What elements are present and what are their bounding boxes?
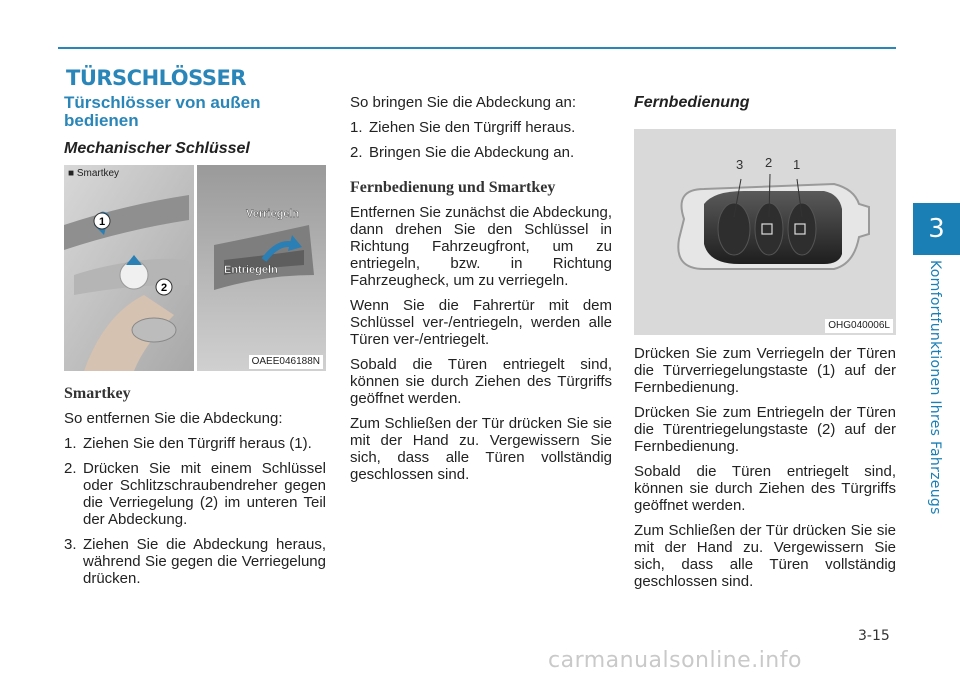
column-3	[634, 94, 896, 598]
callout-2: 2	[161, 282, 168, 294]
column-2	[350, 94, 612, 491]
paragraph: Zum Schließen der Tür drücken Sie sie mit der Hand zu. Vergewissern Sie sich, dass alle Türen vollständig geschlossen sind.	[634, 522, 896, 590]
smartkey-tag: ■ Smartkey	[68, 168, 120, 179]
door-handle-figure	[64, 165, 326, 371]
label-verriegeln: Verriegeln	[246, 208, 300, 220]
list-item: 3. Ziehen Sie die Abdeckung heraus, während Sie gegen die Verriegelung drücken.	[64, 536, 326, 587]
paragraph: Drücken Sie zum Verriegeln der Türen die Türverriegelungstaste (1) auf der Fernbedienung.	[634, 345, 896, 396]
list-item: 1. Ziehen Sie den Türgriff heraus (1).	[64, 435, 312, 452]
paragraph: Zum Schließen der Tür drücken Sie sie mit der Hand zu. Vergewissern Sie sich, dass alle Türen vollständig geschlossen sind.	[350, 415, 612, 483]
paragraph: Wenn Sie die Fahrertür mit dem Schlüssel ver-/entriegeln, werden alle Türen ver-/entriegelt.	[350, 297, 612, 348]
remote-key-illustration	[634, 129, 896, 335]
callout-3: 3	[736, 157, 744, 172]
label-entriegeln: Entriegeln	[224, 264, 278, 276]
col2-heading: Fernbedienung und Smartkey	[350, 179, 556, 196]
col1-intro: So entfernen Sie die Abdeckung:	[64, 410, 283, 427]
door-handle-illustration	[64, 165, 326, 371]
paragraph: Sobald die Türen entriegelt sind, können sie durch Ziehen des Türgriffs geöffnet werden.	[634, 463, 896, 514]
col2-intro: So bringen Sie die Abdeckung an:	[350, 94, 577, 111]
chapter-tab	[913, 203, 960, 255]
smartkey-heading: Smartkey	[64, 385, 131, 402]
col1-subheading: Mechanischer Schlüssel	[64, 140, 250, 157]
column-1	[64, 94, 326, 595]
top-rule	[58, 47, 896, 49]
col1-heading: Türschlösser von außen bedienen	[64, 93, 261, 130]
list-item: 1. Ziehen Sie den Türgriff heraus.	[350, 119, 576, 136]
callout-1: 1	[793, 157, 801, 172]
chapter-label: Komfortfunktionen Ihres Fahrzeugs	[927, 260, 943, 515]
chapter-number: 3	[928, 214, 945, 244]
figure-code: OAEE046188N	[249, 355, 323, 369]
section-title: TÜRSCHLÖSSER	[66, 66, 246, 90]
callout-2: 2	[765, 155, 773, 170]
paragraph: Entfernen Sie zunächst die Abdeckung, dann drehen Sie den Schlüssel in Richtung Fahrzeugfront, um zu entriegeln, bzw. in Richtung Fahrzeugheck, um zu verriegeln.	[350, 204, 612, 289]
paragraph: Drücken Sie zum Entriegeln der Türen die Türentriegelungstaste (2) auf der Fernbedienung.	[634, 404, 896, 455]
paragraph: Sobald die Türen entriegelt sind, können sie durch Ziehen des Türgriffs geöffnet werden.	[350, 356, 612, 407]
list-item: 2. Bringen Sie die Abdeckung an.	[350, 144, 575, 161]
page-number: 3-15	[858, 628, 890, 644]
col3-subheading: Fernbedienung	[634, 94, 750, 111]
figure-code: OHG040006L	[825, 319, 893, 333]
remote-key-figure	[634, 129, 896, 335]
callout-1: 1	[99, 216, 106, 228]
watermark: carmanualsonline.info	[548, 648, 802, 673]
list-item: 2. Drücken Sie mit einem Schlüssel oder Schlitzschraubendreher gegen die Verriegelung (2) im unteren Teil der Abdeckung.	[64, 460, 326, 528]
